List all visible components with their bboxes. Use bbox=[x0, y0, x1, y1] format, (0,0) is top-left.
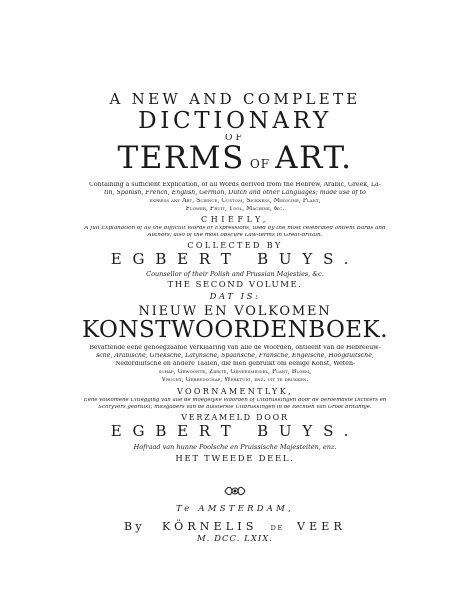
description-en-line-3: express any Art, Science, Custom, Sickness, Medicine, Plant, bbox=[149, 198, 321, 204]
fleuron-ornament-icon bbox=[222, 484, 248, 498]
author-name-en: EGBERT BUYS. bbox=[110, 252, 360, 267]
explanation-en-line-2: Authors; also of the most obscure Law-terms in Great-britain. bbox=[147, 233, 323, 238]
explanation-nl-line-1: Eene volkomene Uitlegging van alle de moeijelyke Woorden of Uitdrukkingen door de beroemdste Dichters en bbox=[83, 398, 387, 403]
author-name-nl: EGBERT BUYS. bbox=[110, 424, 360, 439]
title-line-of: OF bbox=[225, 134, 245, 143]
description-nl-line-1: Bevattende eene genoegzaame Verklaaring van alle de Woorden, ontleent van de Hebreeuw- bbox=[89, 345, 381, 351]
description-en-line-2: tin, Spanish, French, English, German, Dutch and other Languages; made use of to bbox=[104, 190, 366, 196]
title-line-dictionary: DICTIONARY bbox=[138, 110, 332, 133]
heading-collected-by: COLLECTED BY bbox=[187, 242, 283, 250]
title-line-terms-of-art bbox=[70, 143, 400, 177]
dutch-title-line-1: NIEUW EN VOLKOMEN bbox=[138, 305, 332, 318]
imprint-publisher-last: VEER bbox=[296, 520, 346, 533]
dutch-title-line-2: KONSTWOORDENBOEK. bbox=[82, 319, 388, 342]
explanation-en-line-1: A full Explanation of all the difficult Words or Expressions, used by the most celebrated antient Bards and bbox=[84, 226, 386, 231]
author-title-en: Counsellor of their Polish and Prussian Majesties, &c. bbox=[146, 271, 324, 278]
imprint-by: By bbox=[124, 520, 145, 533]
imprint-place: Te AMSTERDAM, bbox=[175, 505, 295, 514]
imprint-publisher-first: KÖRNELIS bbox=[162, 520, 258, 533]
author-title-nl: Hofraad van hunne Poolsche en Pruissische Majesteiten, enz. bbox=[133, 444, 337, 451]
imprint-year: M. DCC. LXIX. bbox=[196, 535, 274, 544]
description-nl-line-5: Vrucht, Gereedschap, Werktuig, enz. uit te drukken. bbox=[161, 377, 309, 383]
heading-chiefly: CHIEFLY, bbox=[200, 216, 270, 224]
title-word-terms: TERMS bbox=[117, 143, 245, 176]
volume-nl: HET TWEEDE DEEL. bbox=[175, 455, 295, 464]
description-nl-line-2: sche, Arabische, Grieksche, Latynsche, Spaansche, Fransche, Engelsche, Hoogduitsche, bbox=[96, 353, 374, 359]
dat-is: DAT IS: bbox=[209, 293, 261, 302]
description-en-line-1: Containing a sufficient Explication, of all Words derived from the Hebrew, Arabic, Greek, La- bbox=[89, 182, 381, 188]
heading-voornamentlyk: VOORNAMENTLYK, bbox=[176, 388, 294, 396]
title-word-art: ART. bbox=[275, 143, 353, 176]
imprint-publisher-line bbox=[50, 517, 420, 533]
description-nl-line-3: Nederduitsche en andere Taalen, die men gebruikt om eenige Konst, Weten- bbox=[114, 361, 356, 367]
imprint-de: DE bbox=[270, 524, 284, 532]
description-en-line-4: Flower, Fruit, Tool, Machine, &c. bbox=[185, 206, 285, 212]
title-word-of: OF bbox=[249, 157, 271, 171]
title-line-a-new-and-complete: A NEW AND COMPLETE bbox=[109, 92, 361, 107]
explanation-nl-line-2: Schryvers gebruikt; mitsgaders van de duisterste Uitdrukkingen in de Rechten van Groot britannje. bbox=[98, 405, 372, 410]
heading-verzameld-door: VERZAMELD DOOR bbox=[181, 414, 289, 422]
volume-en: THE SECOND VOLUME. bbox=[167, 281, 303, 290]
description-nl-line-4: schap, Gewoonte, Ziekte, Geneesmiddel, Plant, Bloem, bbox=[158, 369, 312, 375]
